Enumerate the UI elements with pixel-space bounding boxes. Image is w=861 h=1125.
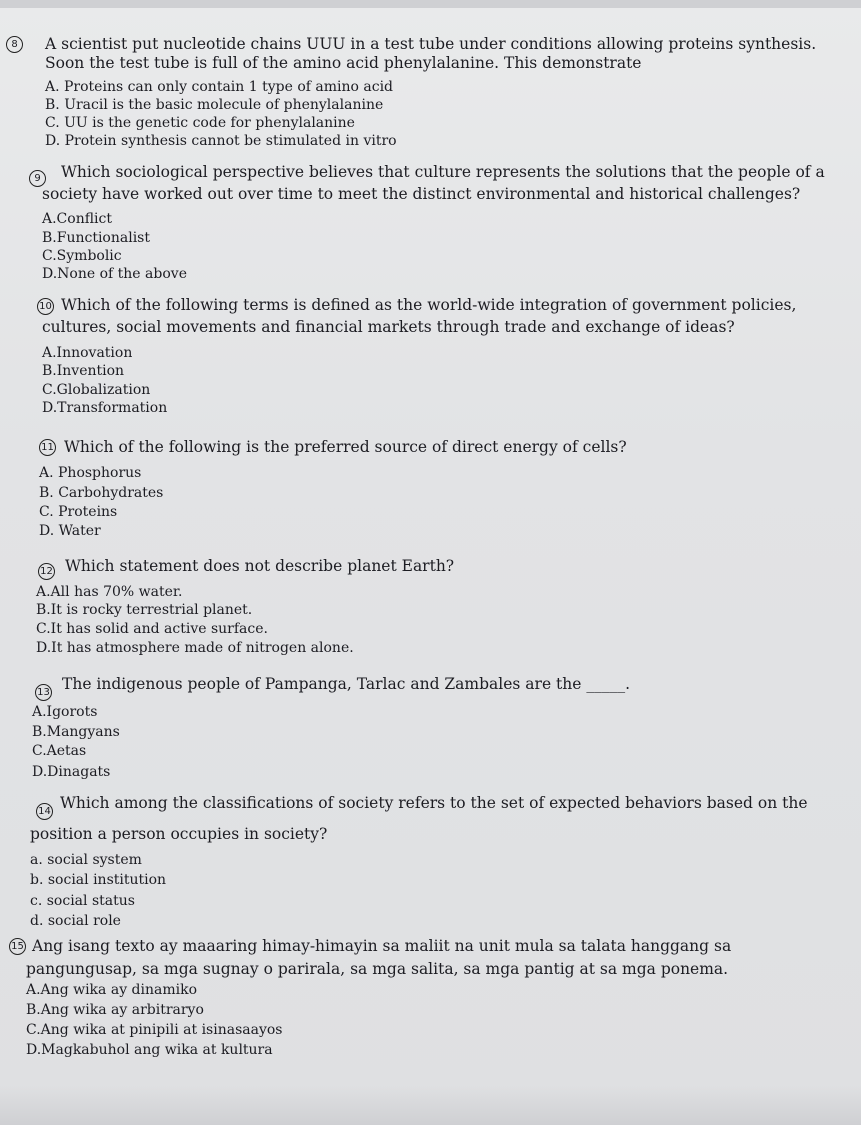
question-stem-line: Which sociological perspective believes that culture represents the solutions that the people of a: [61, 163, 825, 181]
question-stem-line: Which statement does not describe planet Earth?: [65, 557, 455, 575]
answer-option-d: D.None of the above: [42, 266, 187, 282]
answer-option-b: B. Uracil is the basic molecule of phenylalanine: [45, 97, 384, 113]
answer-option-d: D.It has atmosphere made of nitrogen alone.: [36, 640, 354, 656]
answer-option-c: C.Aetas: [32, 743, 87, 759]
question-number-circle: 12: [38, 563, 55, 580]
question-stem-line: Which among the classifications of society refers to the set of expected behaviors based on the: [60, 794, 808, 812]
answer-option-b: B.It is rocky terrestrial planet.: [36, 602, 253, 618]
question-stem-line: Which of the following is the preferred source of direct energy of cells?: [64, 438, 627, 456]
question-number-circle: 15: [9, 938, 26, 955]
answer-option-d: D.Magkabuhol ang wika at kultura: [26, 1042, 273, 1058]
answer-option-b: B.Functionalist: [42, 230, 150, 246]
question-stem-line: The indigenous people of Pampanga, Tarlac and Zambales are the _____.: [62, 675, 631, 693]
question-stem-line: Which of the following terms is defined as the world-wide integration of government policies,: [61, 296, 797, 314]
answer-option-b: B. Carbohydrates: [39, 485, 164, 501]
answer-option-b: B.Ang wika ay arbitraryo: [26, 1002, 204, 1018]
answer-option-a: A. Proteins can only contain 1 type of amino acid: [45, 79, 394, 95]
answer-option-a: A.Ang wika ay dinamiko: [26, 982, 198, 998]
question-stem-line: A scientist put nucleotide chains UUU in a test tube under conditions allowing proteins synthesis.: [45, 35, 817, 53]
question-stem-line: Soon the test tube is full of the amino acid phenylalanine. This demonstrate: [45, 54, 642, 72]
page-bottom-shadow: [0, 1085, 861, 1125]
answer-option-c: C. Proteins: [39, 504, 118, 520]
answer-option-b: b. social institution: [30, 872, 167, 888]
answer-option-b: B.Mangyans: [32, 724, 120, 740]
answer-option-c: C.Globalization: [42, 382, 151, 398]
answer-option-c: c. social status: [30, 893, 135, 909]
answer-option-d: D.Dinagats: [32, 764, 111, 780]
answer-option-c: C.It has solid and active surface.: [36, 621, 268, 637]
question-stem-line: cultures, social movements and financial markets through trade and exchange of ideas?: [42, 318, 735, 336]
question-number-circle: 8: [6, 36, 23, 53]
answer-option-d: D.Transformation: [42, 400, 168, 416]
question-stem-line: society have worked out over time to meet the distinct environmental and historical challenges?: [42, 185, 801, 203]
answer-option-c: C.Ang wika at pinipili at isinasaayos: [26, 1022, 283, 1038]
question-stem-line: Ang isang texto ay maaaring himay-himayin sa maliit na unit mula sa talata hanggang sa: [32, 937, 732, 955]
page-top-shadow: [0, 0, 861, 8]
question-number-circle: 13: [35, 684, 52, 701]
question-number-circle: 10: [37, 298, 54, 315]
answer-option-b: B.Invention: [42, 363, 125, 379]
answer-option-d: D. Water: [39, 523, 101, 539]
question-number-circle: 9: [29, 170, 46, 187]
question-stem-line: pangungusap, sa mga sugnay o parirala, sa mga salita, sa mga pantig at sa mga ponema.: [26, 960, 729, 978]
answer-option-a: A.Igorots: [32, 704, 98, 720]
answer-option-a: A.Conflict: [42, 211, 112, 227]
answer-option-c: C. UU is the genetic code for phenylalanine: [45, 115, 355, 131]
question-number-circle: 14: [36, 803, 53, 820]
question-number-circle: 11: [39, 439, 56, 456]
answer-option-a: A.All has 70% water.: [36, 584, 183, 600]
answer-option-d: D. Protein synthesis cannot be stimulated in vitro: [45, 133, 397, 149]
answer-option-a: A.Innovation: [42, 345, 133, 361]
answer-option-a: A. Phosphorus: [39, 465, 142, 481]
answer-option-a: a. social system: [30, 852, 142, 868]
question-stem-line: position a person occupies in society?: [30, 825, 328, 843]
answer-option-c: C.Symbolic: [42, 248, 122, 264]
answer-option-d: d. social role: [30, 913, 121, 929]
